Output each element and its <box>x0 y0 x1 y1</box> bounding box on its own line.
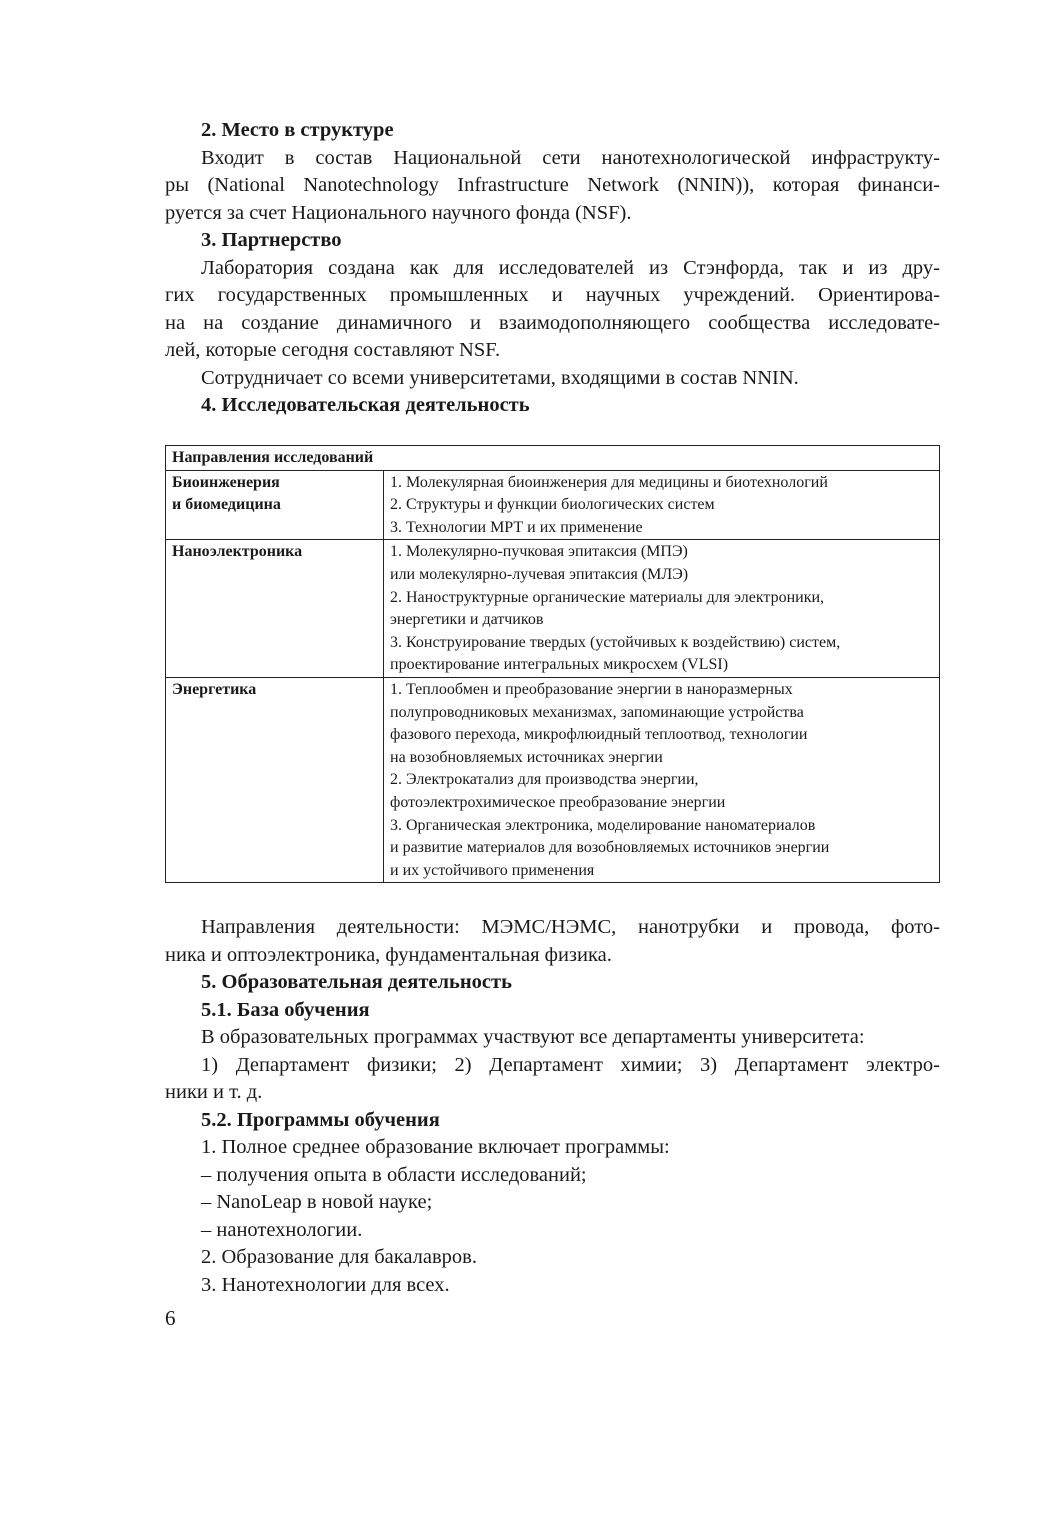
table-header-row <box>166 446 940 471</box>
item-line: полупроводниковых механизмах, запоминающие устройства <box>390 703 804 721</box>
paragraph-line: Входит в состав Национальной сети нанотехнологической инфраструкту- <box>201 146 940 169</box>
paragraph-line: Лаборатория создана как для исследователей из Стэнфорда, так и из дру- <box>201 256 940 279</box>
item-line: или молекулярно-лучевая эпитаксия (МЛЭ) <box>390 565 689 583</box>
area-cell <box>166 540 384 678</box>
sections-4-5 <box>165 914 940 1299</box>
section-3-heading: 3. Партнерство <box>201 229 342 251</box>
paragraph-line: ры (National Nanotechnology Infrastructure Network (NNIN)), которая финанси- <box>165 174 940 196</box>
list-item: – NanoLeap в новой науке; <box>201 1191 433 1213</box>
paragraph-line: ника и оптоэлектроника, фундаментальная физика. <box>165 943 612 966</box>
item-line: 3. Конструирование твердых (устойчивых к воздействию) систем, <box>390 633 841 651</box>
item-line: 2. Электрокатализ для производства энергии, <box>390 771 699 789</box>
table-row <box>166 540 940 678</box>
item-line: 2. Наноструктурные органические материалы для электроники, <box>390 588 825 606</box>
sections-2-4 <box>165 117 940 420</box>
area-cell <box>166 470 384 540</box>
item-line: фотоэлектрохимическое преобразование энергии <box>390 793 726 811</box>
item-line: 3. Органическая электроника, моделирование наноматериалов <box>390 816 816 834</box>
item-line: проектирование интегральных микросхем (VLSI) <box>390 656 729 674</box>
paragraph-line: Сотрудничает со всеми университетами, входящими в состав NNIN. <box>201 366 799 389</box>
item-line: фазового перехода, микрофлюидный теплоотвод, технологии <box>390 726 808 744</box>
list-item: 1. Полное среднее образование включает программы: <box>201 1136 670 1158</box>
list-item: 2. Образование для бакалавров. <box>201 1246 477 1268</box>
area-line: Наноэлектроника <box>172 543 303 561</box>
item-line: 2. Структуры и функции биологических систем <box>390 496 715 514</box>
item-line: на возобновляемых источниках энергии <box>390 748 663 766</box>
list-item: – получения опыта в области исследований; <box>201 1163 587 1186</box>
table-row <box>166 677 940 882</box>
area-line: Энергетика <box>172 680 257 698</box>
paragraph-line: ники и т. д. <box>165 1081 263 1103</box>
item-line: и развитие материалов для возобновляемых источников энергии <box>390 839 830 857</box>
items-cell <box>384 677 940 882</box>
table-header: Направления исследований <box>166 446 940 471</box>
table-row <box>166 470 940 540</box>
list-item: 3. Нанотехнологии для всех. <box>201 1273 450 1296</box>
section-5-1-heading: 5.1. База обучения <box>201 998 370 1021</box>
paragraph-line: на на создание динамичного и взаимодополняющего сообщества исследовате- <box>165 311 940 334</box>
section-5-2-heading: 5.2. Программы обучения <box>201 1108 440 1131</box>
items-cell <box>384 470 940 540</box>
item-line: и их устойчивого применения <box>390 861 595 879</box>
item-line: 3. Технологии МРТ и их применение <box>390 518 643 536</box>
paragraph-line: Направления деятельности: МЭМС/НЭМС, нанотрубки и провода, фото- <box>201 916 940 938</box>
list-item: – нанотехнологии. <box>201 1218 363 1241</box>
paragraph-line: 1) Департамент физики; 2) Департамент химии; 3) Департамент электро- <box>201 1053 940 1076</box>
items-cell <box>384 540 940 678</box>
paragraph-line: гих государственных промышленных и научных учреждений. Ориентирова- <box>165 284 940 306</box>
section-5-heading: 5. Образовательная деятельность <box>201 971 512 993</box>
area-cell <box>166 677 384 882</box>
paragraph-line: В образовательных программах участвуют все департаменты университета: <box>201 1026 865 1048</box>
area-line: Биоинженерия <box>172 473 280 491</box>
area-line: и биомедицина <box>172 496 281 514</box>
page-number: 6 <box>165 1306 176 1330</box>
paragraph-line: руется за счет Национального научного фонда (NSF). <box>165 201 632 224</box>
research-areas-table <box>165 445 940 883</box>
section-2-heading: 2. Место в структуре <box>201 119 394 141</box>
paragraph-line: лей, которые сегодня составляют NSF. <box>165 339 501 361</box>
item-line: энергетики и датчиков <box>390 611 544 629</box>
section-4-heading: 4. Исследовательская деятельность <box>201 394 530 416</box>
item-line: 1. Теплообмен и преобразование энергии в наноразмерных <box>390 680 793 698</box>
item-line: 1. Молекулярная биоинженерия для медицины и биотехнологий <box>390 473 828 491</box>
item-line: 1. Молекулярно-пучковая эпитаксия (МПЭ) <box>390 543 688 561</box>
